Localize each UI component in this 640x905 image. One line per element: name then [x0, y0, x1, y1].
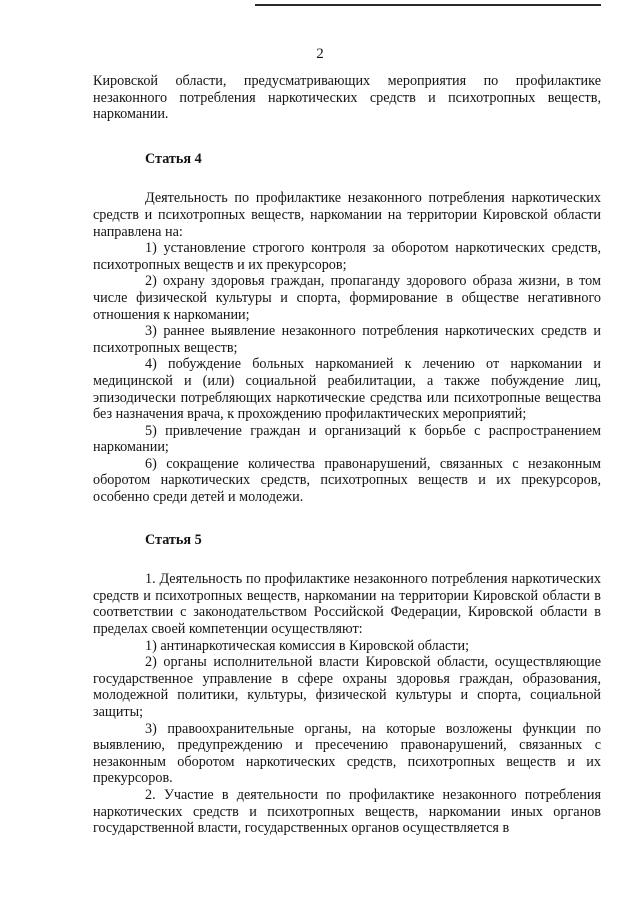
- article-5-heading: Статья 5: [145, 531, 202, 548]
- article-5-item-2: 2) органы исполнительной власти Кировской области, осуществляющие государственное управление в сфере охраны здоровья граждан, образования, молодежной политики, культуры, физической культуры и спорта, социальной защиты;: [93, 654, 601, 720]
- article-4-item-3: 3) раннее выявление незаконного потребления наркотических средств и психотропных веществ;: [93, 323, 601, 356]
- article-4-heading: Статья 4: [145, 150, 202, 167]
- article-4-item-5: 5) привлечение граждан и организаций к борьбе с распространением наркомании;: [93, 422, 601, 456]
- page-number: 2: [316, 46, 324, 62]
- article-4-item-2: 2) охрану здоровья граждан, пропаганду здорового образа жизни, в том числе физической культуры и спорта, формирование в обществе негативного отношения к наркомании;: [93, 273, 601, 323]
- article-5-paragraph-2: 2. Участие в деятельности по профилактике незаконного потребления наркотических средств и психотропных веществ, наркомании иных органов государственной власти, государственных органов осуществляется в: [93, 786, 601, 837]
- continuation-paragraph: Кировской области, предусматривающих мероприятия по профилактике незаконного потребления наркотических средств и психотропных веществ, наркомании.: [93, 73, 601, 123]
- article-5-item-3: 3) правоохранительные органы, на которые возложены функции по выявлению, предупреждению и пресечению правонарушений, связанных с незаконным оборотом наркотических средств, психотропных веществ и их прекурсоров.: [93, 720, 601, 787]
- article-4-item-6: 6) сокращение количества правонарушений, связанных с незаконным оборотом наркотических средств, психотропных веществ и их прекурсоров, особенно среди детей и молодежи.: [93, 455, 601, 506]
- document-body: [93, 73, 601, 837]
- article-5-item-1: 1) антинаркотическая комиссия в Кировской области;: [145, 637, 470, 654]
- article-4-intro: Деятельность по профилактике незаконного потребления наркотических средств и психотропных веществ, наркомании на территории Кировской области направлена на:: [93, 190, 601, 240]
- article-4-item-1: 1) установление строгого контроля за оборотом наркотических средств, психотропных веществ и их прекурсоров;: [93, 240, 601, 273]
- article-4-item-4: 4) побуждение больных наркоманией к лечению от наркомании и медицинской и (или) социальной реабилитации, а также побуждение лиц, эпизодически потребляющих наркотические средства или психотропные вещества без назначения врача, к прохождению профилактических мероприятий;: [93, 356, 601, 423]
- article-5-paragraph-1: 1. Деятельность по профилактике незаконного потребления наркотических средств и психотропных веществ, наркомании на территории Кировской области в соответствии с законодательством Российской Федерации, Кировской области в пределах своей компетенции осуществляют:: [93, 571, 601, 638]
- top-rule: [255, 4, 601, 6]
